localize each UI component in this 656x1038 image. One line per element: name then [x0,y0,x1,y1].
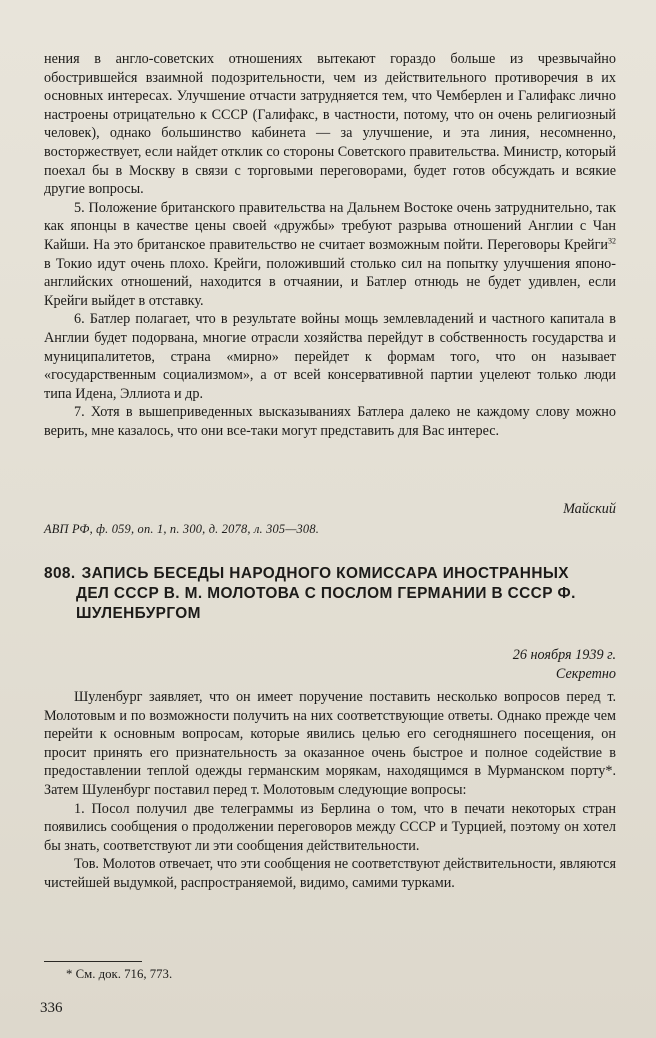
document-body [44,688,616,893]
document-heading [44,564,616,624]
letter-item-5 [44,199,616,311]
letter-continuation: нения в англо-советских отношениях вытекают гораздо больше из чрезвычайно обострившейся взаимной подозрительности, чем из действительного противоречия в их основных интересах. Улучшение отчасти затрудняется тем, что Чемберлен и Галифакс лично настроены отрицательно к СССР (Галифакс, в частности, потому, что он очень религиозный человек), однако большинство кабинета — за улучшение, и эта линия, несомненно, восторжествует, если найдет отклик со стороны Советского правительства. Министр, который поехал бы в Москву в связи с торговыми переговорами, будет готов обсуждать и всякие другие вопросы. [44,51,616,198]
document-paragraph-1: Шуленбург заявляет, что он имеет поручение поставить несколько вопросов перед т. Молотовым и по возможности получить на них соответствующие ответы. Однако прежде чем перейти к основным вопросам, которые явились целью его сегодняшнего посещения, он просит принять его признательность за оказанное очень быстрое и полное содействие в предоставлении теплой одежды германским морякам, находящимся в Мурманском порту*. Затем Шуленбург поставил перед т. Молотовым следующие вопросы: [44,689,616,798]
archive-reference: АВП РФ, ф. 059, оп. 1, п. 300, д. 2078, л. 305—308. [44,522,320,536]
letter-item-7: 7. Хотя в вышеприведенных высказываниях Батлера далеко не каждому слову можно верить, мне казалось, что они все-таки могут представить для Вас интерес. [44,404,616,439]
endnote-marker-32: 32 [608,236,616,246]
letter-signature: Майский [563,501,616,517]
footnote: * См. док. 716, 773. [66,967,173,981]
footnote-divider [44,961,142,962]
document-question-1: 1. Посол получил две телеграммы из Берлина о том, что в печати некоторых стран появились сообщения о продолжении переговоров между СССР и Турцией, поэтому он хотел бы знать, соответствуют ли эти сообщения действительности. [44,800,616,854]
document-answer-1: Тов. Молотов отвечает, что эти сообщения не соответствуют действительности, являются чистейшей выдумкой, распространяемой, видимо, самими турками. [44,856,616,891]
letter-item-5-part-b: в Токио идут очень плохо. Крейги, положивший столько сил на попытку улучшения японо-английских отношений, находится в отчаянии, и Батлер отнюдь не будет удивлен, если Крейги выйдет в отставку. [44,255,616,309]
document-classification: Секретно [555,665,616,682]
document-title-line-1: ЗАПИСЬ БЕСЕДЫ НАРОДНОГО КОМИССАРА ИНОСТРАННЫХ [81,565,569,582]
document-date: 26 ноября 1939 г. [512,647,616,663]
letter-item-6: 6. Батлер полагает, что в результате войны мощь землевладений и частного капитала в Англии будет подорвана, многие отрасли хозяйства перейдут в собственность государства и муниципалитетов, страна «мирно» перейдет к формам того, что он называет «государственным социализмом», а от всей консервативной партии уцелеют только люди типа Идена, Эллиота и др. [44,311,616,402]
page-number: 336 [40,1000,63,1016]
letter-item-5-part-a: 5. Положение британского правительства на Дальнем Востоке очень затруднительно, так как японцы в качестве цены своей «дружбы» требуют разрыва отношений Англии с Чан Кайши. На это британское правительство не считает возможным пойти. Переговоры Крейги [44,199,616,253]
document-number: 808. [44,565,76,582]
letter-body [44,50,616,440]
document-dateline [513,646,616,683]
document-title-rest: ДЕЛ СССР В. М. МОЛОТОВА С ПОСЛОМ ГЕРМАНИИ В СССР Ф. ШУЛЕНБУРГОМ [76,585,576,622]
